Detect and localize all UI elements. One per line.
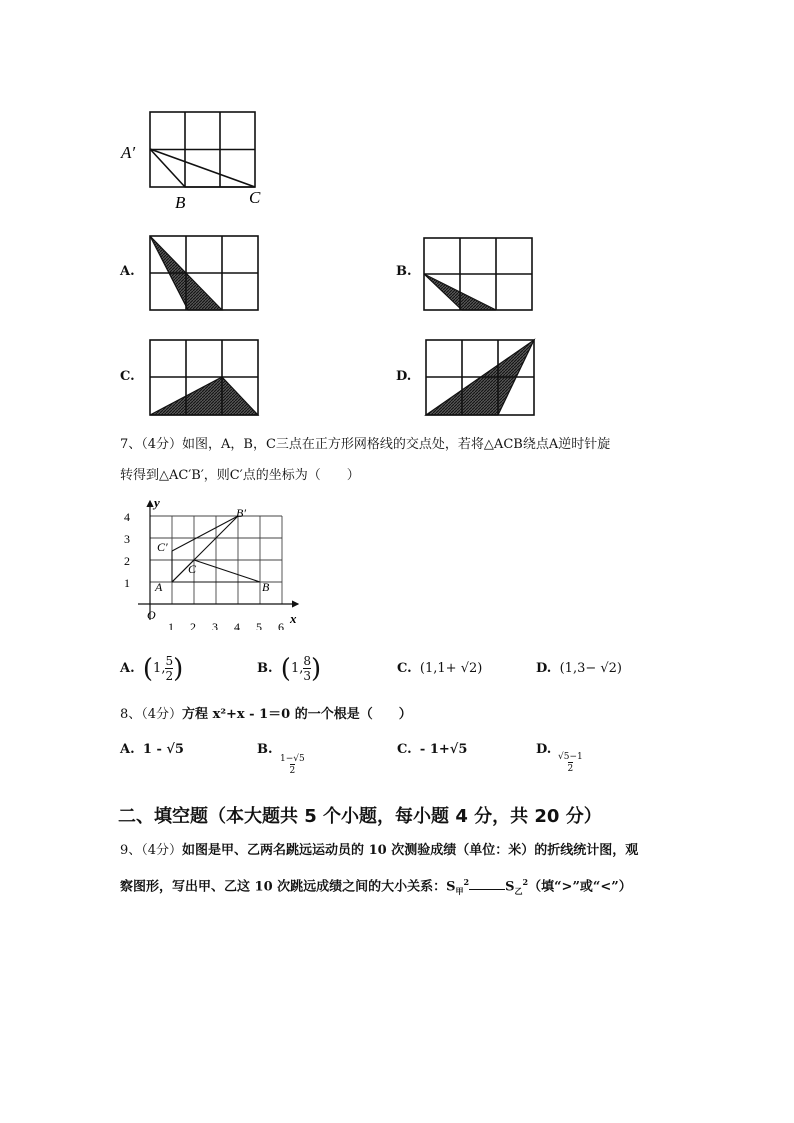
q8-option-c[interactable]: C. - 1+√5 [397, 742, 468, 757]
q7-option-a[interactable]: A. ( 1, $\frac{5}{2}$ ) [120, 654, 184, 684]
q7-option-b[interactable]: B. ( 1, $\frac{8}{3}$ ) [257, 654, 322, 684]
q7-option-d[interactable]: D. (1,3− √2) [536, 661, 623, 676]
q8-option-b-fraction[interactable]: $\frac{1-√5}{2}$ [280, 754, 305, 776]
q7-option-c[interactable]: C. (1,1+ √2) [397, 661, 483, 676]
q7-y-tick: 4 [124, 510, 130, 524]
q6-option-c-figure[interactable] [148, 338, 262, 418]
q6-option-b-label[interactable]: B. [396, 264, 412, 279]
q6-label-b: B [175, 193, 186, 212]
q9-line2: 察图形，写出甲、乙这 10 次跳远成绩之间的大小关系：$S_甲^2$ $S_乙^2$（填“>”或“<”） [120, 877, 632, 896]
q8-option-b[interactable]: B. [257, 742, 273, 757]
q9-text-line1: 如图是甲、乙两名跳远运动员的 10 次测验成绩（单位：米）的折线统计图，观 [182, 843, 639, 858]
q7-line2: 转得到△AC′B′，则C′点的坐标为（ ） [120, 468, 360, 483]
q6-option-c-label[interactable]: C. [120, 369, 135, 384]
q7-point-b: B [262, 580, 270, 594]
q7-origin-label: O [147, 608, 156, 622]
q6-option-b-figure[interactable] [422, 236, 534, 312]
q8-number: 8、（4分） [120, 707, 183, 722]
q6-option-d-label[interactable]: D. [396, 369, 412, 384]
q8-line [120, 706, 412, 724]
q7-x-tick: 4 [234, 620, 240, 630]
q7-line1 [120, 436, 610, 454]
q7-point-c-prime: C′ [157, 540, 168, 554]
q6-label-c: C [249, 188, 261, 207]
q7-y-tick: 2 [124, 554, 130, 568]
q8-text: 方程 x²+x - 1＝0 的一个根是（ ） [182, 707, 412, 722]
q7-y-tick: 1 [124, 576, 130, 590]
q7-y-axis-label: y [154, 495, 160, 510]
q6-option-d-figure[interactable] [424, 338, 538, 418]
q8-option-a[interactable]: A. 1 - √5 [120, 742, 184, 757]
q7-number: 7、（4分） [120, 437, 183, 452]
q7-x-axis-label: x [290, 611, 297, 626]
q7-y-tick: 3 [124, 532, 130, 546]
q9-line1 [120, 842, 638, 860]
q7-point-a: A [155, 580, 163, 594]
q6-option-a-figure[interactable] [148, 234, 260, 312]
q7-x-tick: 6 [278, 620, 284, 630]
q8-option-d-fraction[interactable]: $\frac{√5-1}{2}$ [558, 752, 583, 774]
q7-point-c: C [188, 562, 197, 576]
q7-point-b-prime: B′ [236, 506, 246, 520]
q6-label-a-prime: A′ [121, 143, 136, 162]
q6-top-figure [115, 105, 275, 215]
q7-x-tick: 5 [256, 620, 262, 630]
q7-coordinate-graph [118, 495, 308, 630]
section-2-title: 二、填空题（本大题共 5 个小题，每小题 4 分，共 20 分） [118, 806, 602, 827]
q8-option-d[interactable]: D. [536, 742, 552, 757]
q9-answer-blank[interactable] [469, 877, 505, 890]
q7-text-line1: 如图，A，B，C三点在正方形网格线的交点处，若将△ACB绕点A逆时针旋 [182, 437, 611, 452]
q9-number: 9、（4分） [120, 843, 183, 858]
q7-x-tick: 2 [190, 620, 196, 630]
q7-x-tick: 1 [168, 620, 174, 630]
q6-option-a-label[interactable]: A. [120, 264, 135, 279]
q7-x-tick: 3 [212, 620, 218, 630]
